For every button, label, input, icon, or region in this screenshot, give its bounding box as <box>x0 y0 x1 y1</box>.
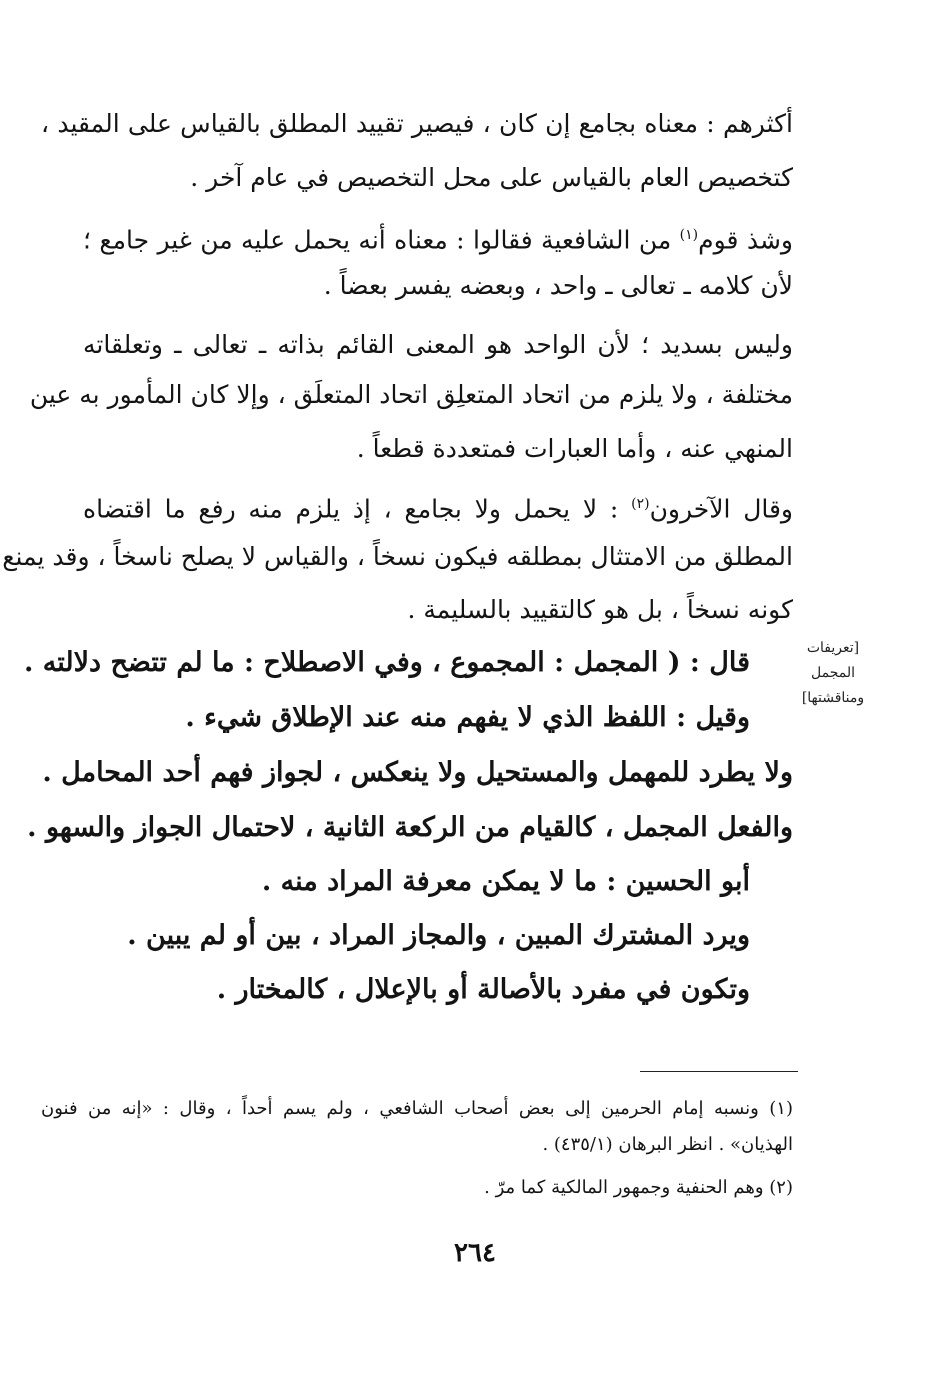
matn-line: ولا يطرد للمهمل والمستحيل ولا ينعكس ، لجواز فهم أحد المحامل . <box>42 757 793 788</box>
footnote-marker: (٢) <box>631 496 650 512</box>
commentary-line: كتخصيص العام بالقياس على محل التخصيص في عام آخر . <box>190 163 793 192</box>
commentary-line: لأن كلامه ـ تعالى ـ واحد ، وبعضه يفسر بعضاً . <box>323 271 793 300</box>
commentary-line: مختلفة ، ولا يلزم من اتحاد المتعلِق اتحاد المتعلَق ، وإلا كان المأمور به عين <box>29 380 793 409</box>
commentary-line: وشذ قوم$^{(١)}$ من الشافعية فقالوا : معناه أنه يحمل عليه من غير جامع ؛ <box>83 225 794 255</box>
footnote-line: (١) ونسبه إمام الحرمين إلى بعض أصحاب الشافعي ، ولم يسم أحداً ، وقال : «إنه من فنون <box>41 1098 793 1119</box>
footnote-line: (٢) وهم الحنفية وجمهور المالكية كما مرّ . <box>484 1177 793 1198</box>
page-number: ٢٦٤ <box>454 1238 496 1268</box>
footnote-marker: (١) <box>679 227 699 243</box>
footnote-line: الهذيان» . انظر البرهان (٤٣٥/١) . <box>542 1134 793 1155</box>
margin-note: [تعريفات المجمل ومناقشتها] <box>801 640 865 706</box>
commentary-line: المطلق من الامتثال بمطلقه فيكون نسخاً ، والقياس لا يصلح ناسخاً ، وقد يمنع <box>2 542 793 571</box>
matn-line: والفعل المجمل ، كالقيام من الركعة الثانية ، لاحتمال الجواز والسهو . <box>27 812 793 843</box>
commentary-line: وليس بسديد ؛ لأن الواحد هو المعنى القائم بذاته ـ تعالى ـ وتعلقاته <box>83 330 793 359</box>
matn-line: قال : ( المجمل : المجموع ، وفي الاصطلاح : ما لم تتضح دلالته . <box>23 647 750 678</box>
matn-line: وقيل : اللفظ الذي لا يفهم منه عند الإطلاق شيء . <box>185 702 750 733</box>
matn-line: أبو الحسين : ما لا يمكن معرفة المراد منه . <box>261 866 750 897</box>
commentary-line: أكثرهم : معناه بجامع إن كان ، فيصير تقييد المطلق بالقياس على المقيد ، <box>41 109 793 138</box>
footnote-separator <box>640 1071 798 1072</box>
commentary-line: المنهي عنه ، وأما العبارات فمتعددة قطعاً . <box>356 434 793 463</box>
matn-line: ويرد المشترك المبين ، والمجاز المراد ، بين أو لم يبين . <box>127 920 750 951</box>
commentary-line: كونه نسخاً ، بل هو كالتقييد بالسليمة . <box>407 595 793 624</box>
matn-line: وتكون في مفرد بالأصالة أو بالإعلال ، كالمختار . <box>216 974 750 1005</box>
commentary-line: وقال الآخرون$^{(٢)}$ : لا يحمل ولا بجامع ، إذ يلزم منه رفع ما اقتضاه <box>83 494 794 524</box>
